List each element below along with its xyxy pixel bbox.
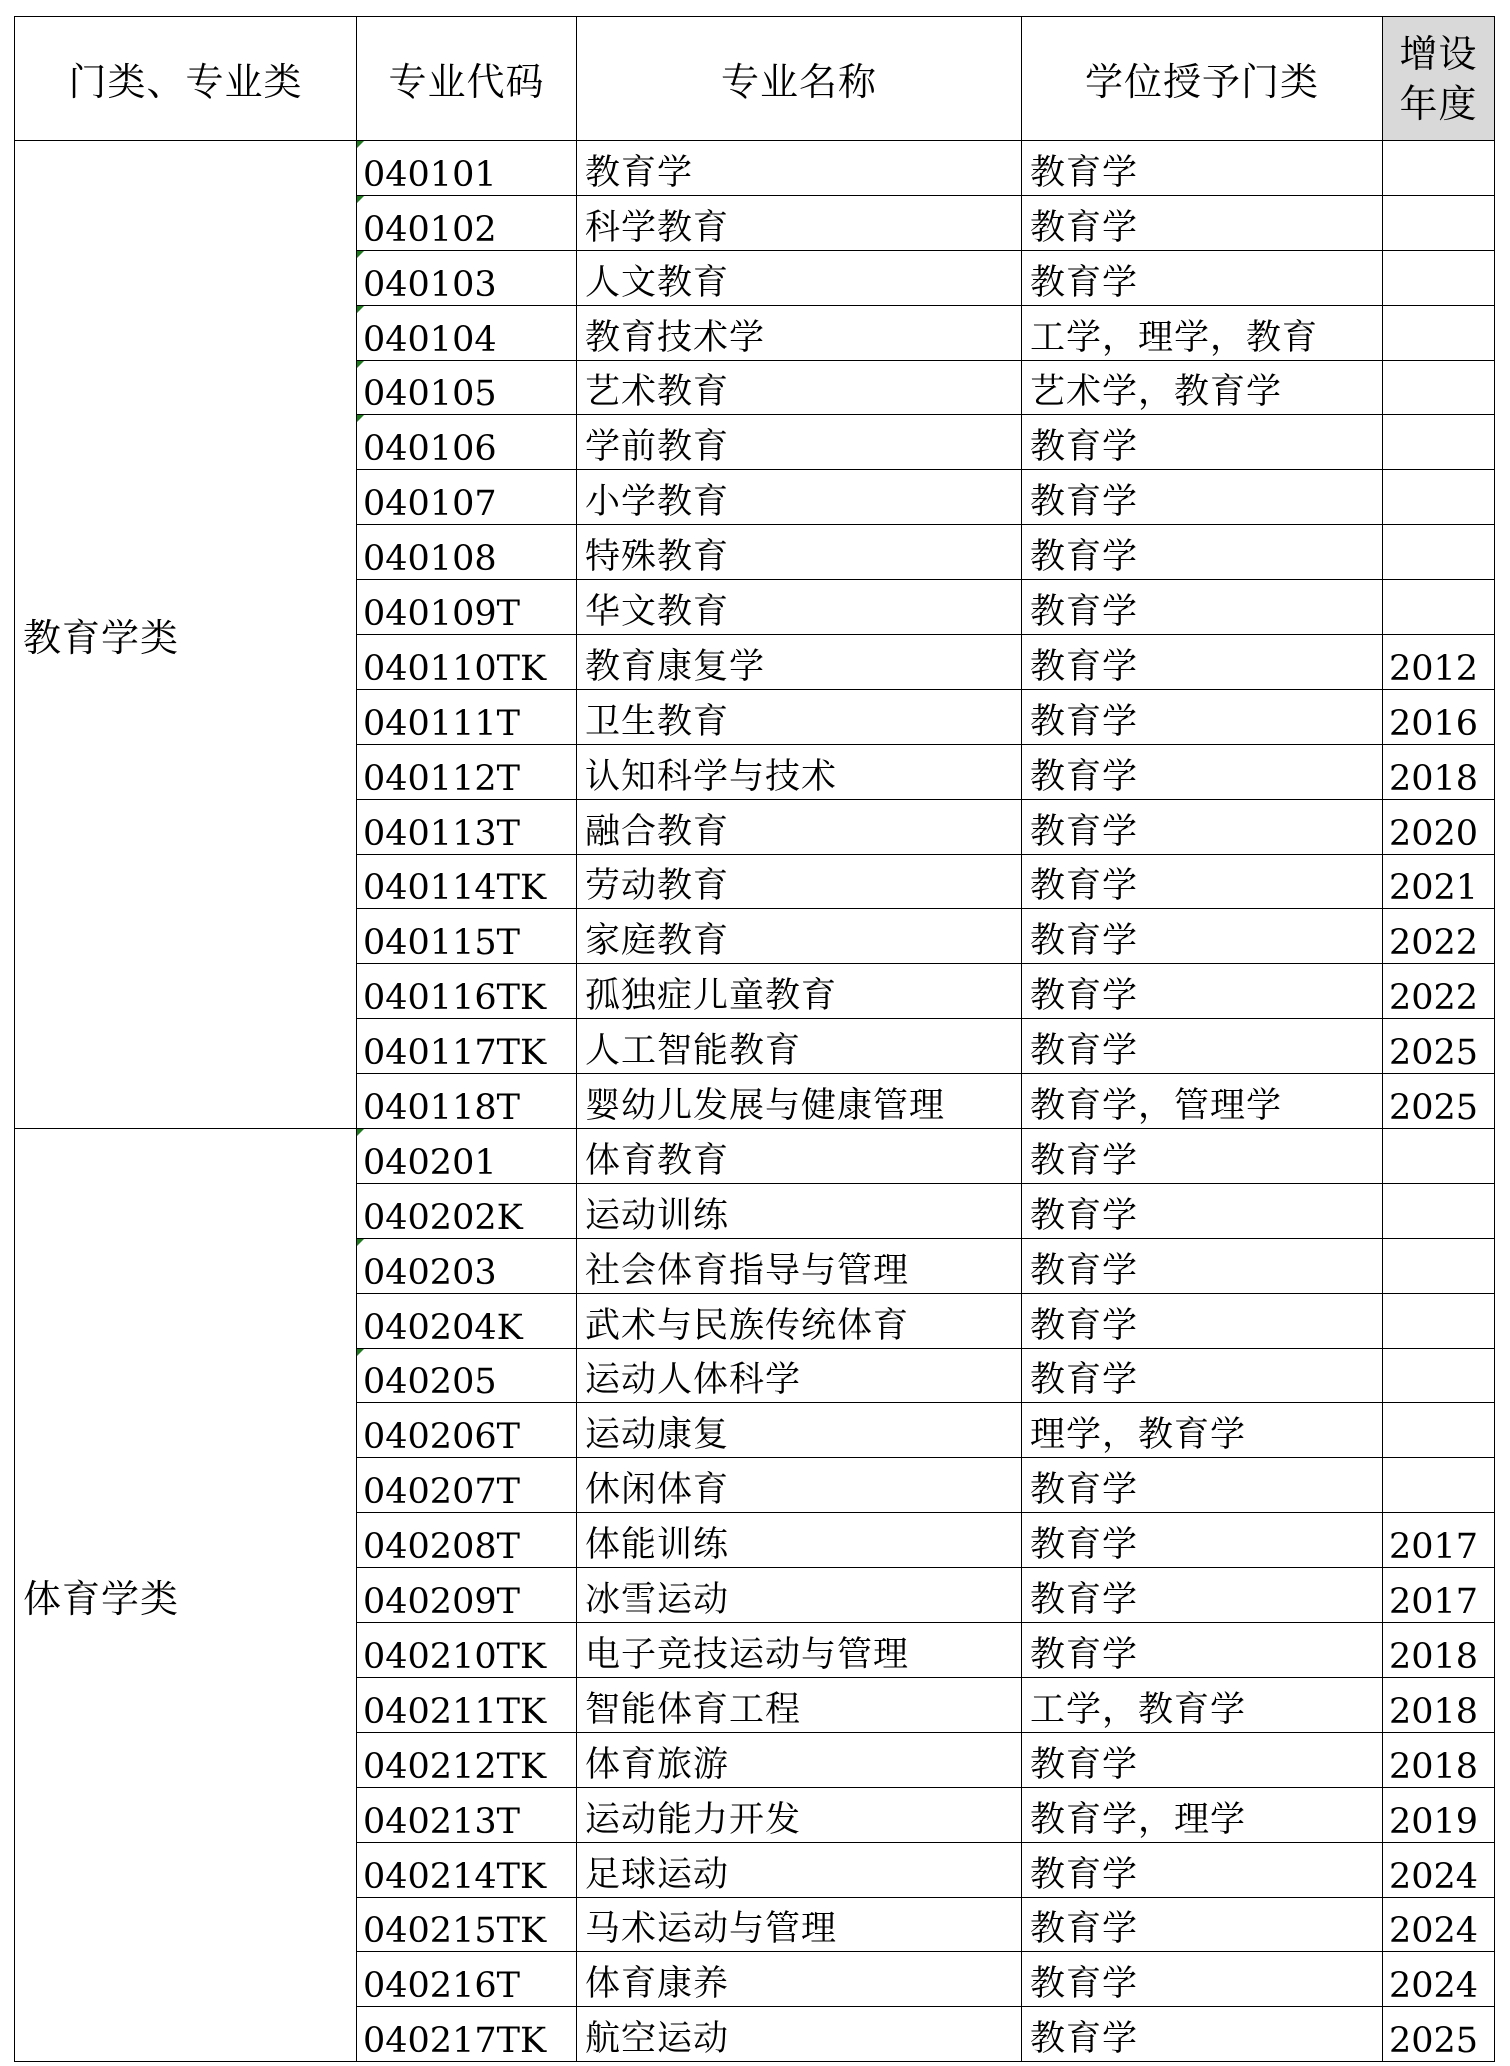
cell-marker-icon bbox=[357, 141, 364, 148]
code-cell-text: 040201 bbox=[363, 1142, 497, 1183]
degree-cell-text: 教育学 bbox=[1030, 1470, 1139, 1511]
code-cell-text: 040113T bbox=[363, 813, 520, 854]
degree-cell bbox=[1022, 689, 1383, 744]
year-cell bbox=[1383, 1568, 1495, 1623]
name-cell bbox=[577, 1787, 1022, 1842]
degree-cell bbox=[1022, 1568, 1383, 1623]
year-cell-text: 2018 bbox=[1389, 758, 1479, 799]
name-cell bbox=[577, 2007, 1022, 2062]
degree-cell-text: 教育学 bbox=[1030, 427, 1139, 468]
degree-cell-text: 教育学 bbox=[1030, 1744, 1139, 1785]
cell-marker-icon bbox=[357, 1129, 364, 1136]
code-cell bbox=[357, 305, 577, 360]
year-cell-text: 2018 bbox=[1389, 1746, 1479, 1787]
year-cell bbox=[1383, 1623, 1495, 1678]
degree-cell-text: 教育学 bbox=[1030, 1195, 1139, 1236]
code-cell-text: 040105 bbox=[363, 374, 497, 415]
code-cell bbox=[357, 1787, 577, 1842]
name-cell bbox=[577, 1403, 1022, 1458]
degree-cell bbox=[1022, 1787, 1383, 1842]
degree-cell bbox=[1022, 799, 1383, 854]
degree-cell-text: 教育学 bbox=[1030, 152, 1139, 193]
code-cell bbox=[357, 1019, 577, 1074]
year-cell bbox=[1383, 580, 1495, 635]
cell-marker-icon bbox=[357, 196, 364, 203]
code-cell-text: 040110TK bbox=[363, 648, 547, 689]
degree-cell-text: 教育学 bbox=[1030, 1305, 1139, 1346]
degree-cell-text: 教育学 bbox=[1030, 1964, 1139, 2005]
year-cell-text: 2021 bbox=[1389, 868, 1479, 909]
code-cell-text: 040211TK bbox=[363, 1691, 547, 1732]
year-cell bbox=[1383, 250, 1495, 305]
code-cell bbox=[357, 525, 577, 580]
name-cell-text: 体能训练 bbox=[585, 1525, 730, 1566]
year-cell bbox=[1383, 1293, 1495, 1348]
code-cell bbox=[357, 1677, 577, 1732]
year-cell-text: 2024 bbox=[1389, 1911, 1479, 1952]
degree-cell bbox=[1022, 1129, 1383, 1184]
degree-cell-text: 教育学 bbox=[1030, 262, 1139, 303]
year-cell bbox=[1383, 799, 1495, 854]
header-year: 增设年度 bbox=[1383, 17, 1495, 141]
header-code: 专业代码 bbox=[357, 17, 577, 141]
degree-cell-text: 教育学 bbox=[1030, 756, 1139, 797]
code-cell-text: 040215TK bbox=[363, 1911, 547, 1952]
code-cell bbox=[357, 1897, 577, 1952]
degree-cell-text: 教育学 bbox=[1030, 592, 1139, 633]
degree-cell-text: 教育学 bbox=[1030, 646, 1139, 687]
code-cell bbox=[357, 964, 577, 1019]
year-cell bbox=[1383, 1513, 1495, 1568]
degree-cell bbox=[1022, 1074, 1383, 1129]
code-cell bbox=[357, 1842, 577, 1897]
year-cell bbox=[1383, 141, 1495, 196]
code-cell-text: 040203 bbox=[363, 1252, 497, 1293]
code-cell bbox=[357, 1732, 577, 1787]
majors-table bbox=[14, 16, 1495, 2062]
name-cell bbox=[577, 909, 1022, 964]
code-cell bbox=[357, 1238, 577, 1293]
code-cell-text: 040116TK bbox=[363, 978, 547, 1019]
table-header bbox=[15, 17, 1495, 141]
degree-cell-text: 教育学 bbox=[1030, 2019, 1139, 2060]
name-cell bbox=[577, 525, 1022, 580]
degree-cell-text: 工学，理学，教育 bbox=[1030, 317, 1319, 358]
name-cell bbox=[577, 250, 1022, 305]
degree-cell bbox=[1022, 1677, 1383, 1732]
name-cell-text: 教育技术学 bbox=[585, 317, 766, 358]
degree-cell-text: 教育学 bbox=[1030, 1525, 1139, 1566]
code-cell-text: 040111T bbox=[363, 703, 520, 744]
degree-cell-text: 教育学，理学 bbox=[1030, 1799, 1247, 1840]
table-row bbox=[15, 141, 1495, 196]
year-cell bbox=[1383, 1348, 1495, 1403]
year-cell-text: 2025 bbox=[1389, 2021, 1479, 2062]
degree-cell bbox=[1022, 141, 1383, 196]
name-cell bbox=[577, 799, 1022, 854]
code-cell-text: 040115T bbox=[363, 923, 520, 964]
year-cell bbox=[1383, 1074, 1495, 1129]
year-cell bbox=[1383, 964, 1495, 1019]
name-cell-text: 冰雪运动 bbox=[585, 1580, 730, 1621]
cell-marker-icon bbox=[357, 415, 364, 422]
degree-cell bbox=[1022, 635, 1383, 690]
header-degree: 学位授予门类 bbox=[1022, 17, 1383, 141]
year-cell bbox=[1383, 1952, 1495, 2007]
name-cell bbox=[577, 1842, 1022, 1897]
degree-cell-text: 教育学 bbox=[1030, 1634, 1139, 1675]
degree-cell bbox=[1022, 1403, 1383, 1458]
name-cell bbox=[577, 360, 1022, 415]
name-cell-text: 卫生教育 bbox=[585, 701, 730, 742]
name-cell bbox=[577, 470, 1022, 525]
header-category: 门类、专业类 bbox=[15, 17, 357, 141]
code-cell-text: 040216T bbox=[363, 1966, 520, 2007]
name-cell-text: 体育康养 bbox=[585, 1964, 730, 2005]
cell-marker-icon bbox=[357, 1239, 364, 1246]
year-cell bbox=[1383, 525, 1495, 580]
name-cell-text: 运动训练 bbox=[585, 1195, 730, 1236]
cell-marker-icon bbox=[357, 1349, 364, 1356]
degree-cell bbox=[1022, 909, 1383, 964]
name-cell-text: 认知科学与技术 bbox=[585, 756, 838, 797]
code-cell-text: 040104 bbox=[363, 319, 497, 360]
code-cell bbox=[357, 1074, 577, 1129]
code-cell bbox=[357, 580, 577, 635]
degree-cell bbox=[1022, 1238, 1383, 1293]
year-cell-text: 2020 bbox=[1389, 813, 1479, 854]
name-cell-text: 体育教育 bbox=[585, 1140, 730, 1181]
year-cell bbox=[1383, 1842, 1495, 1897]
code-cell-text: 040102 bbox=[363, 209, 497, 250]
degree-cell-text: 教育学 bbox=[1030, 207, 1139, 248]
name-cell bbox=[577, 964, 1022, 1019]
name-cell bbox=[577, 1623, 1022, 1678]
degree-cell-text: 教育学 bbox=[1030, 1854, 1139, 1895]
name-cell bbox=[577, 1513, 1022, 1568]
year-cell bbox=[1383, 1183, 1495, 1238]
code-cell-text: 040112T bbox=[363, 758, 520, 799]
degree-cell bbox=[1022, 964, 1383, 1019]
name-cell-text: 孤独症儿童教育 bbox=[585, 976, 838, 1017]
name-cell-text: 科学教育 bbox=[585, 207, 730, 248]
cell-marker-icon bbox=[357, 306, 364, 313]
name-cell-text: 人文教育 bbox=[585, 262, 730, 303]
code-cell bbox=[357, 250, 577, 305]
code-cell bbox=[357, 635, 577, 690]
year-cell-text: 2024 bbox=[1389, 1856, 1479, 1897]
year-cell-text: 2024 bbox=[1389, 1966, 1479, 2007]
name-cell bbox=[577, 1348, 1022, 1403]
name-cell-text: 人工智能教育 bbox=[585, 1031, 802, 1072]
category-cell: 体育学类 bbox=[15, 1129, 357, 2062]
degree-cell-text: 教育学 bbox=[1030, 866, 1139, 907]
year-cell bbox=[1383, 2007, 1495, 2062]
code-cell-text: 040204K bbox=[363, 1307, 523, 1348]
code-cell-text: 040108 bbox=[363, 539, 497, 580]
degree-cell-text: 教育学 bbox=[1030, 1140, 1139, 1181]
degree-cell-text: 教育学 bbox=[1030, 537, 1139, 578]
degree-cell bbox=[1022, 250, 1383, 305]
year-cell bbox=[1383, 1403, 1495, 1458]
name-cell bbox=[577, 195, 1022, 250]
name-cell-text: 华文教育 bbox=[585, 592, 730, 633]
degree-cell bbox=[1022, 744, 1383, 799]
name-cell-text: 社会体育指导与管理 bbox=[585, 1250, 910, 1291]
code-cell bbox=[357, 1403, 577, 1458]
degree-cell-text: 工学，教育学 bbox=[1030, 1689, 1247, 1730]
name-cell bbox=[577, 1677, 1022, 1732]
year-cell-text: 2016 bbox=[1389, 703, 1479, 744]
name-cell-text: 家庭教育 bbox=[585, 921, 730, 962]
category-cell: 教育学类 bbox=[15, 141, 357, 1129]
degree-cell-text: 教育学，管理学 bbox=[1030, 1086, 1283, 1127]
code-cell bbox=[357, 2007, 577, 2062]
year-cell bbox=[1383, 1677, 1495, 1732]
degree-cell-text: 教育学 bbox=[1030, 1580, 1139, 1621]
code-cell-text: 040106 bbox=[363, 429, 497, 470]
degree-cell bbox=[1022, 1458, 1383, 1513]
degree-cell bbox=[1022, 854, 1383, 909]
year-cell bbox=[1383, 635, 1495, 690]
code-cell bbox=[357, 1129, 577, 1184]
name-cell bbox=[577, 580, 1022, 635]
code-cell-text: 040213T bbox=[363, 1801, 520, 1842]
year-cell-text: 2017 bbox=[1389, 1527, 1479, 1568]
year-cell bbox=[1383, 1458, 1495, 1513]
name-cell bbox=[577, 1183, 1022, 1238]
year-cell-text: 2012 bbox=[1389, 648, 1479, 689]
name-cell-text: 体育旅游 bbox=[585, 1744, 730, 1785]
degree-cell bbox=[1022, 1732, 1383, 1787]
year-cell bbox=[1383, 1897, 1495, 1952]
name-cell bbox=[577, 1129, 1022, 1184]
name-cell-text: 足球运动 bbox=[585, 1854, 730, 1895]
name-cell-text: 教育学 bbox=[585, 152, 694, 193]
year-cell-text: 2018 bbox=[1389, 1636, 1479, 1677]
degree-cell-text: 教育学 bbox=[1030, 1250, 1139, 1291]
name-cell-text: 智能体育工程 bbox=[585, 1689, 802, 1730]
name-cell bbox=[577, 635, 1022, 690]
code-cell-text: 040217TK bbox=[363, 2021, 547, 2062]
year-cell bbox=[1383, 909, 1495, 964]
code-cell bbox=[357, 1293, 577, 1348]
header-name: 专业名称 bbox=[577, 17, 1022, 141]
code-cell bbox=[357, 854, 577, 909]
name-cell bbox=[577, 1458, 1022, 1513]
degree-cell-text: 教育学 bbox=[1030, 1031, 1139, 1072]
table-body bbox=[15, 141, 1495, 2062]
degree-cell bbox=[1022, 415, 1383, 470]
degree-cell bbox=[1022, 1897, 1383, 1952]
code-cell bbox=[357, 141, 577, 196]
code-cell bbox=[357, 1183, 577, 1238]
year-cell bbox=[1383, 470, 1495, 525]
name-cell-text: 教育康复学 bbox=[585, 646, 766, 687]
year-cell-text: 2019 bbox=[1389, 1801, 1479, 1842]
year-cell bbox=[1383, 1129, 1495, 1184]
degree-cell bbox=[1022, 525, 1383, 580]
name-cell bbox=[577, 305, 1022, 360]
year-cell-text: 2022 bbox=[1389, 978, 1479, 1019]
code-cell-text: 040207T bbox=[363, 1472, 520, 1513]
code-cell-text: 040206T bbox=[363, 1417, 520, 1458]
code-cell-text: 040209T bbox=[363, 1582, 520, 1623]
name-cell bbox=[577, 744, 1022, 799]
degree-cell bbox=[1022, 305, 1383, 360]
name-cell bbox=[577, 1732, 1022, 1787]
code-cell bbox=[357, 1568, 577, 1623]
name-cell-text: 婴幼儿发展与健康管理 bbox=[585, 1086, 946, 1127]
name-cell-text: 小学教育 bbox=[585, 482, 730, 523]
cell-marker-icon bbox=[357, 251, 364, 258]
degree-cell bbox=[1022, 1842, 1383, 1897]
degree-cell bbox=[1022, 1293, 1383, 1348]
year-cell bbox=[1383, 305, 1495, 360]
year-cell-text: 2025 bbox=[1389, 1033, 1479, 1074]
degree-cell-text: 理学，教育学 bbox=[1030, 1415, 1247, 1456]
year-cell-text: 2018 bbox=[1389, 1691, 1479, 1732]
name-cell-text: 艺术教育 bbox=[585, 372, 730, 413]
degree-cell bbox=[1022, 1183, 1383, 1238]
name-cell bbox=[577, 1293, 1022, 1348]
name-cell-text: 电子竞技运动与管理 bbox=[585, 1634, 910, 1675]
code-cell bbox=[357, 1348, 577, 1403]
name-cell-text: 运动能力开发 bbox=[585, 1799, 802, 1840]
code-cell-text: 040118T bbox=[363, 1088, 520, 1129]
cell-marker-icon bbox=[357, 361, 364, 368]
name-cell-text: 武术与民族传统体育 bbox=[585, 1305, 910, 1346]
degree-cell bbox=[1022, 360, 1383, 415]
code-cell bbox=[357, 470, 577, 525]
year-cell bbox=[1383, 1732, 1495, 1787]
degree-cell-text: 教育学 bbox=[1030, 976, 1139, 1017]
degree-cell bbox=[1022, 580, 1383, 635]
code-cell bbox=[357, 799, 577, 854]
code-cell-text: 040212TK bbox=[363, 1746, 547, 1787]
name-cell bbox=[577, 1952, 1022, 2007]
name-cell-text: 特殊教育 bbox=[585, 537, 730, 578]
code-cell-text: 040103 bbox=[363, 264, 497, 305]
name-cell-text: 劳动教育 bbox=[585, 866, 730, 907]
name-cell-text: 融合教育 bbox=[585, 811, 730, 852]
year-cell bbox=[1383, 195, 1495, 250]
degree-cell-text: 教育学 bbox=[1030, 701, 1139, 742]
name-cell bbox=[577, 689, 1022, 744]
year-cell bbox=[1383, 1787, 1495, 1842]
name-cell bbox=[577, 141, 1022, 196]
name-cell bbox=[577, 1238, 1022, 1293]
year-cell bbox=[1383, 1238, 1495, 1293]
code-cell bbox=[357, 1952, 577, 2007]
year-cell-text: 2022 bbox=[1389, 923, 1479, 964]
code-cell-text: 040205 bbox=[363, 1362, 497, 1403]
degree-cell-text: 教育学 bbox=[1030, 482, 1139, 523]
name-cell-text: 运动人体科学 bbox=[585, 1360, 802, 1401]
code-cell-text: 040208T bbox=[363, 1527, 520, 1568]
code-cell bbox=[357, 360, 577, 415]
degree-cell-text: 教育学 bbox=[1030, 921, 1139, 962]
name-cell-text: 运动康复 bbox=[585, 1415, 730, 1456]
year-cell bbox=[1383, 744, 1495, 799]
year-cell bbox=[1383, 689, 1495, 744]
name-cell bbox=[577, 854, 1022, 909]
code-cell-text: 040114TK bbox=[363, 868, 547, 909]
code-cell bbox=[357, 689, 577, 744]
degree-cell bbox=[1022, 1623, 1383, 1678]
code-cell bbox=[357, 1458, 577, 1513]
degree-cell bbox=[1022, 1019, 1383, 1074]
code-cell bbox=[357, 909, 577, 964]
degree-cell-text: 教育学 bbox=[1030, 1360, 1139, 1401]
degree-cell bbox=[1022, 195, 1383, 250]
year-cell bbox=[1383, 360, 1495, 415]
name-cell-text: 学前教育 bbox=[585, 427, 730, 468]
year-cell-text: 2017 bbox=[1389, 1582, 1479, 1623]
name-cell-text: 航空运动 bbox=[585, 2019, 730, 2060]
code-cell bbox=[357, 744, 577, 799]
degree-cell-text: 教育学 bbox=[1030, 811, 1139, 852]
degree-cell bbox=[1022, 470, 1383, 525]
degree-cell bbox=[1022, 1513, 1383, 1568]
name-cell bbox=[577, 1074, 1022, 1129]
code-cell bbox=[357, 415, 577, 470]
year-cell bbox=[1383, 854, 1495, 909]
degree-cell bbox=[1022, 1348, 1383, 1403]
code-cell-text: 040117TK bbox=[363, 1033, 547, 1074]
code-cell bbox=[357, 195, 577, 250]
name-cell-text: 马术运动与管理 bbox=[585, 1909, 838, 1950]
name-cell bbox=[577, 1568, 1022, 1623]
code-cell bbox=[357, 1623, 577, 1678]
degree-cell bbox=[1022, 1952, 1383, 2007]
code-cell bbox=[357, 1513, 577, 1568]
code-cell-text: 040210TK bbox=[363, 1636, 547, 1677]
name-cell-text: 休闲体育 bbox=[585, 1470, 730, 1511]
code-cell-text: 040214TK bbox=[363, 1856, 547, 1897]
name-cell bbox=[577, 415, 1022, 470]
degree-cell-text: 教育学 bbox=[1030, 1909, 1139, 1950]
degree-cell-text: 艺术学，教育学 bbox=[1030, 372, 1283, 413]
code-cell-text: 040202K bbox=[363, 1197, 523, 1238]
name-cell bbox=[577, 1897, 1022, 1952]
name-cell bbox=[577, 1019, 1022, 1074]
header-row bbox=[15, 17, 1495, 141]
year-cell-text: 2025 bbox=[1389, 1088, 1479, 1129]
degree-cell bbox=[1022, 2007, 1383, 2062]
code-cell-text: 040109T bbox=[363, 594, 520, 635]
year-cell bbox=[1383, 415, 1495, 470]
code-cell-text: 040101 bbox=[363, 154, 497, 195]
code-cell-text: 040107 bbox=[363, 484, 497, 525]
table-row bbox=[15, 1129, 1495, 1184]
year-cell bbox=[1383, 1019, 1495, 1074]
